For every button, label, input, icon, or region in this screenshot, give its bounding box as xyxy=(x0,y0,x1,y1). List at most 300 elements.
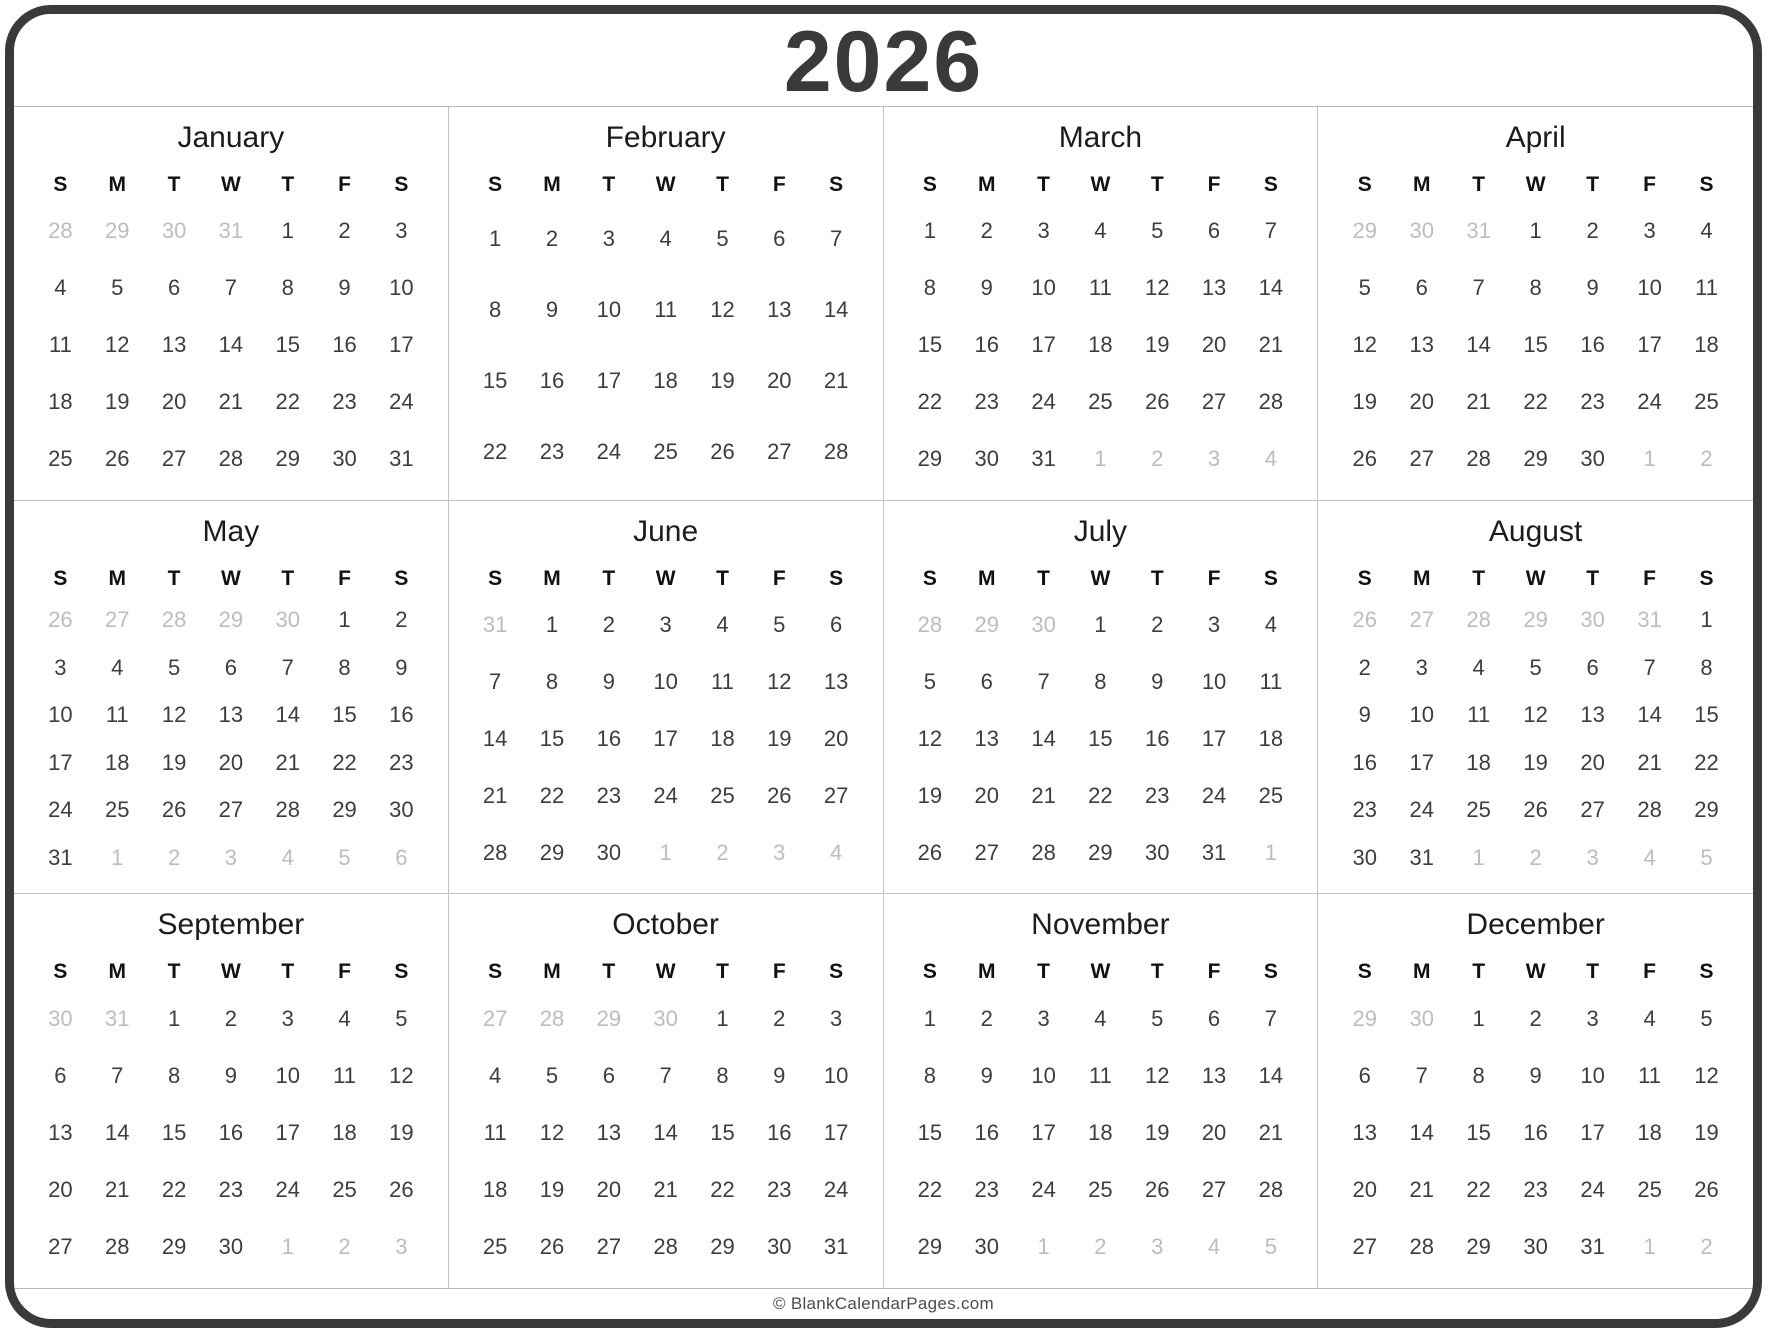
month-body xyxy=(902,946,1300,1276)
day-cell: 15 xyxy=(482,367,508,393)
weekday-header: S xyxy=(829,173,844,196)
day-cell: 14 xyxy=(482,726,508,751)
day-cell: 4 xyxy=(1700,218,1713,244)
day-cell: 21 xyxy=(823,367,849,393)
day-cell: 14 xyxy=(1258,275,1284,301)
day-cell: 24 xyxy=(1031,1177,1056,1203)
weekday-header: F xyxy=(1643,566,1656,590)
day-cell: 24 xyxy=(596,439,622,465)
month-march xyxy=(884,107,1319,501)
day-cell: 4 xyxy=(830,839,843,865)
weekday-header: T xyxy=(1472,566,1486,590)
day-cell: 1 xyxy=(1264,839,1277,865)
day-cell: 4 xyxy=(338,1005,351,1031)
day-cell: 25 xyxy=(1694,389,1719,415)
day-cell: 20 xyxy=(218,749,244,775)
day-cell: 5 xyxy=(773,612,786,638)
week-row xyxy=(902,1105,1300,1162)
day-cell: 16 xyxy=(1352,749,1377,775)
week-row xyxy=(1336,692,1735,739)
day-cell: 25 xyxy=(1258,782,1284,808)
week-row xyxy=(902,767,1300,824)
month-may xyxy=(14,501,449,895)
day-cell: 13 xyxy=(1409,332,1434,358)
week-row xyxy=(32,1162,430,1219)
day-cell: 23 xyxy=(218,1177,244,1203)
day-cell: 22 xyxy=(275,389,300,415)
day-cell: 13 xyxy=(1352,1120,1377,1146)
day-cell: 16 xyxy=(596,726,622,751)
weekday-header: S xyxy=(922,173,937,196)
day-cell: 19 xyxy=(161,749,187,775)
day-cell: 9 xyxy=(980,1063,993,1089)
day-cell: 11 xyxy=(654,296,678,322)
week-row xyxy=(467,1219,865,1276)
month-title: January xyxy=(177,121,285,154)
day-cell: 5 xyxy=(1358,275,1371,301)
day-cell: 26 xyxy=(767,782,792,808)
day-cell: 12 xyxy=(917,726,943,751)
day-cell: 20 xyxy=(1201,1120,1227,1146)
weekday-header: W xyxy=(1525,566,1546,590)
day-cell: 1 xyxy=(1643,1234,1656,1260)
weekday-header: F xyxy=(772,566,786,590)
day-cell: 19 xyxy=(917,782,943,808)
day-cell: 25 xyxy=(653,439,678,465)
day-cell: 2 xyxy=(167,844,181,870)
day-cell: 31 xyxy=(218,218,244,244)
day-cell: 28 xyxy=(539,1005,565,1031)
day-cell: 26 xyxy=(1144,1177,1170,1203)
week-row xyxy=(467,274,865,345)
weekday-header-row xyxy=(32,946,430,990)
day-cell: 29 xyxy=(917,446,943,472)
day-cell: 10 xyxy=(1409,702,1434,728)
day-cell: 20 xyxy=(767,367,792,393)
week-row xyxy=(32,260,430,317)
day-cell: 16 xyxy=(1580,332,1605,358)
day-cell: 12 xyxy=(1523,702,1548,728)
day-cell: 3 xyxy=(773,839,786,865)
day-cell: 12 xyxy=(1694,1063,1719,1089)
weekday-header-row xyxy=(902,946,1300,990)
day-cell: 28 xyxy=(1637,797,1662,823)
day-cell: 11 xyxy=(1088,1063,1112,1089)
day-cell: 4 xyxy=(1264,612,1277,638)
day-cell: 21 xyxy=(1637,749,1662,775)
week-row xyxy=(902,260,1300,317)
day-cell: 1 xyxy=(923,218,937,244)
day-cell: 21 xyxy=(653,1177,678,1203)
day-cell: 31 xyxy=(1466,218,1491,244)
day-cell: 3 xyxy=(602,225,615,251)
day-cell: 26 xyxy=(389,1177,414,1203)
weekday-header: M xyxy=(108,960,126,984)
day-cell: 30 xyxy=(161,218,187,244)
day-cell: 3 xyxy=(54,654,67,680)
week-row xyxy=(467,203,865,274)
weekday-header-row xyxy=(1336,553,1735,597)
month-april xyxy=(1318,107,1753,501)
month-title: April xyxy=(1505,121,1566,154)
day-cell: 26 xyxy=(1144,389,1170,415)
week-row xyxy=(1336,1047,1735,1104)
month-september xyxy=(14,894,449,1288)
day-cell: 22 xyxy=(1694,749,1719,775)
weekday-header: S xyxy=(488,960,503,984)
month-title: February xyxy=(605,121,726,154)
day-cell: 22 xyxy=(917,1177,943,1203)
weekday-header: T xyxy=(1037,173,1050,196)
weekday-header: S xyxy=(1699,960,1714,984)
weekday-header: M xyxy=(1412,960,1431,984)
week-row xyxy=(32,1219,430,1276)
day-cell: 31 xyxy=(1409,844,1434,870)
day-cell: 30 xyxy=(767,1234,792,1260)
day-cell: 6 xyxy=(1207,218,1221,244)
weekday-header-row xyxy=(467,553,865,597)
day-cell: 3 xyxy=(395,218,408,244)
day-cell: 7 xyxy=(281,654,294,680)
day-cell: 27 xyxy=(218,797,244,823)
day-cell: 11 xyxy=(711,669,734,695)
day-cell: 4 xyxy=(716,612,729,638)
weekday-header: W xyxy=(220,566,241,590)
day-cell: 9 xyxy=(338,275,351,301)
week-row xyxy=(1336,786,1735,833)
day-cell: 12 xyxy=(1144,275,1170,301)
week-row xyxy=(32,834,430,881)
day-cell: 4 xyxy=(489,1063,502,1089)
day-cell: 13 xyxy=(767,296,792,322)
month-body xyxy=(32,159,430,488)
weekday-header: T xyxy=(1037,566,1050,590)
day-cell: 13 xyxy=(596,1120,622,1146)
day-cell: 5 xyxy=(1151,1005,1164,1031)
day-cell: 9 xyxy=(224,1063,238,1089)
weekday-header-row xyxy=(902,159,1300,203)
week-row xyxy=(902,374,1300,431)
day-cell: 6 xyxy=(1207,1005,1221,1031)
day-cell: 19 xyxy=(1144,332,1170,358)
month-title: September xyxy=(157,908,305,942)
day-cell: 29 xyxy=(1523,446,1548,472)
day-cell: 1 xyxy=(1643,446,1656,472)
day-cell: 1 xyxy=(659,839,672,865)
weekday-header: W xyxy=(1525,173,1546,196)
day-cell: 16 xyxy=(974,332,999,358)
weekday-header: F xyxy=(1207,173,1221,196)
weekday-header: M xyxy=(1412,566,1431,590)
day-cell: 11 xyxy=(1638,1063,1661,1089)
day-cell: 16 xyxy=(332,332,357,358)
day-cell: 9 xyxy=(1529,1063,1542,1089)
day-cell: 6 xyxy=(224,654,238,680)
week-row xyxy=(902,824,1300,881)
day-cell: 30 xyxy=(332,446,357,472)
day-cell: 2 xyxy=(1700,446,1713,472)
day-cell: 26 xyxy=(1694,1177,1719,1203)
day-cell: 2 xyxy=(1151,612,1164,638)
day-cell: 14 xyxy=(1031,726,1056,751)
weekday-header-row xyxy=(1336,159,1735,203)
day-cell: 18 xyxy=(332,1120,357,1146)
day-cell: 1 xyxy=(338,607,351,633)
weekday-header: F xyxy=(1207,566,1221,590)
day-cell: 24 xyxy=(1031,389,1056,415)
week-row xyxy=(467,1105,865,1162)
day-cell: 18 xyxy=(1466,749,1491,775)
day-cell: 29 xyxy=(539,839,565,865)
month-body xyxy=(467,946,865,1276)
weekday-header: S xyxy=(922,566,937,590)
weekday-header: S xyxy=(829,566,844,590)
day-cell: 5 xyxy=(1264,1234,1277,1260)
weekday-header: T xyxy=(716,173,729,196)
day-cell: 7 xyxy=(1472,275,1485,301)
day-cell: 30 xyxy=(1352,844,1377,870)
week-row xyxy=(1336,374,1735,431)
day-cell: 10 xyxy=(1580,1063,1605,1089)
day-cell: 23 xyxy=(539,439,565,465)
day-cell: 13 xyxy=(218,702,244,728)
day-cell: 11 xyxy=(333,1063,356,1089)
day-cell: 24 xyxy=(1409,797,1434,823)
day-cell: 3 xyxy=(281,1005,294,1031)
day-cell: 12 xyxy=(539,1120,565,1146)
day-cell: 29 xyxy=(161,1234,187,1260)
day-cell: 25 xyxy=(482,1234,508,1260)
day-cell: 5 xyxy=(1700,1005,1713,1031)
week-row xyxy=(32,431,430,488)
day-cell: 31 xyxy=(1580,1234,1605,1260)
day-cell: 14 xyxy=(1409,1120,1434,1146)
weekday-header: T xyxy=(716,960,729,984)
day-cell: 27 xyxy=(48,1234,73,1260)
day-cell: 15 xyxy=(1694,702,1719,728)
day-cell: 16 xyxy=(767,1120,792,1146)
day-cell: 4 xyxy=(281,844,294,870)
day-cell: 18 xyxy=(482,1177,508,1203)
day-cell: 30 xyxy=(275,607,300,633)
week-row xyxy=(902,597,1300,654)
day-cell: 27 xyxy=(161,446,187,472)
day-cell: 17 xyxy=(1637,332,1662,358)
day-cell: 30 xyxy=(1523,1234,1548,1260)
day-cell: 3 xyxy=(1586,1005,1599,1031)
day-cell: 30 xyxy=(1144,839,1170,865)
month-february xyxy=(449,107,884,501)
day-cell: 10 xyxy=(596,296,622,322)
day-cell: 9 xyxy=(1151,669,1164,695)
day-cell: 11 xyxy=(1088,275,1112,301)
day-cell: 4 xyxy=(1094,218,1107,244)
day-cell: 18 xyxy=(1258,726,1284,751)
footer-band xyxy=(14,1289,1753,1319)
day-cell: 6 xyxy=(773,225,786,251)
day-cell: 10 xyxy=(1637,275,1662,301)
day-cell: 7 xyxy=(659,1063,672,1089)
day-cell: 14 xyxy=(275,702,300,728)
day-cell: 27 xyxy=(823,782,849,808)
day-cell: 15 xyxy=(917,1120,943,1146)
day-cell: 6 xyxy=(830,612,843,638)
day-cell: 29 xyxy=(275,446,300,472)
week-row xyxy=(32,203,430,260)
weekday-header: W xyxy=(655,960,676,984)
day-cell: 13 xyxy=(823,669,849,695)
day-cell: 13 xyxy=(1201,275,1227,301)
day-cell: 28 xyxy=(275,797,300,823)
day-cell: 1 xyxy=(1472,844,1485,870)
day-cell: 27 xyxy=(1201,1177,1227,1203)
weekday-header: W xyxy=(655,566,676,590)
day-cell: 2 xyxy=(1529,1005,1542,1031)
day-cell: 12 xyxy=(161,702,187,728)
weekday-header: T xyxy=(281,960,295,984)
day-cell: 15 xyxy=(275,332,300,358)
day-cell: 10 xyxy=(389,275,414,301)
day-cell: 18 xyxy=(1088,332,1113,358)
day-cell: 31 xyxy=(823,1234,849,1260)
week-row xyxy=(32,692,430,739)
day-cell: 1 xyxy=(489,225,502,251)
day-cell: 20 xyxy=(161,389,187,415)
day-cell: 25 xyxy=(1466,797,1491,823)
day-cell: 26 xyxy=(1523,797,1548,823)
day-cell: 11 xyxy=(48,332,72,358)
day-cell: 4 xyxy=(659,225,672,251)
day-cell: 3 xyxy=(1207,612,1221,638)
day-cell: 25 xyxy=(48,446,73,472)
day-cell: 3 xyxy=(1643,218,1656,244)
weekday-header: W xyxy=(655,173,676,196)
day-cell: 3 xyxy=(395,1234,408,1260)
day-cell: 2 xyxy=(1700,1234,1713,1260)
day-cell: 16 xyxy=(1523,1120,1548,1146)
weekday-header: T xyxy=(1586,960,1600,984)
week-row xyxy=(467,597,865,654)
day-cell: 27 xyxy=(1409,607,1434,633)
day-cell: 3 xyxy=(1037,1005,1050,1031)
day-cell: 19 xyxy=(105,389,130,415)
day-cell: 8 xyxy=(545,669,559,695)
day-cell: 15 xyxy=(161,1120,187,1146)
day-cell: 10 xyxy=(275,1063,300,1089)
day-cell: 19 xyxy=(710,367,735,393)
week-row xyxy=(1336,1105,1735,1162)
day-cell: 27 xyxy=(767,439,792,465)
day-cell: 22 xyxy=(1523,389,1548,415)
day-cell: 1 xyxy=(545,612,559,638)
week-row xyxy=(467,417,865,488)
weekday-header: M xyxy=(543,566,561,590)
day-cell: 28 xyxy=(482,839,508,865)
weekday-header: S xyxy=(1263,566,1278,590)
day-cell: 28 xyxy=(1466,446,1491,472)
weekday-header: M xyxy=(543,173,561,196)
day-cell: 2 xyxy=(338,218,351,244)
day-cell: 28 xyxy=(1466,607,1491,633)
weekday-header: M xyxy=(977,566,996,590)
day-cell: 5 xyxy=(1529,654,1542,680)
day-cell: 8 xyxy=(1700,654,1713,680)
day-cell: 7 xyxy=(489,669,502,695)
weekday-header: T xyxy=(281,566,295,590)
day-cell: 8 xyxy=(1472,1063,1485,1089)
weekday-header-row xyxy=(467,946,865,990)
day-cell: 28 xyxy=(1409,1234,1434,1260)
day-cell: 5 xyxy=(923,669,937,695)
day-cell: 19 xyxy=(1144,1120,1170,1146)
weekday-header: S xyxy=(1699,173,1714,196)
weekday-header: S xyxy=(1357,960,1372,984)
day-cell: 25 xyxy=(1088,389,1113,415)
day-cell: 19 xyxy=(767,726,792,751)
day-cell: 4 xyxy=(1472,654,1485,680)
day-cell: 6 xyxy=(1358,1063,1371,1089)
weekday-header: T xyxy=(1472,173,1486,196)
week-row xyxy=(32,644,430,691)
day-cell: 31 xyxy=(105,1005,130,1031)
weekday-header: S xyxy=(922,960,937,984)
day-cell: 19 xyxy=(1694,1120,1719,1146)
day-cell: 23 xyxy=(596,782,622,808)
day-cell: 4 xyxy=(54,275,67,301)
day-cell: 16 xyxy=(1144,726,1170,751)
weekday-header: M xyxy=(1412,173,1431,196)
day-cell: 30 xyxy=(1580,607,1605,633)
day-cell: 8 xyxy=(338,654,351,680)
day-cell: 30 xyxy=(1409,1005,1434,1031)
month-title: June xyxy=(633,514,699,548)
month-body xyxy=(902,159,1300,488)
week-row xyxy=(902,203,1300,260)
month-title: July xyxy=(1073,514,1128,548)
weekday-header: S xyxy=(53,566,68,590)
week-row xyxy=(902,711,1300,768)
day-cell: 2 xyxy=(545,225,559,251)
day-cell: 5 xyxy=(1151,218,1164,244)
week-row xyxy=(467,990,865,1047)
week-row xyxy=(1336,1162,1735,1219)
weekday-header-row xyxy=(467,159,865,203)
weekday-header: T xyxy=(1150,173,1164,196)
day-cell: 1 xyxy=(1037,1234,1050,1260)
day-cell: 26 xyxy=(710,439,735,465)
day-cell: 16 xyxy=(218,1120,244,1146)
week-row xyxy=(902,1047,1300,1104)
day-cell: 25 xyxy=(332,1177,357,1203)
day-cell: 29 xyxy=(1466,1234,1491,1260)
month-title: March xyxy=(1058,121,1143,154)
day-cell: 4 xyxy=(1094,1005,1107,1031)
month-body xyxy=(467,553,865,882)
day-cell: 30 xyxy=(389,797,414,823)
day-cell: 21 xyxy=(275,749,300,775)
weekday-header: W xyxy=(220,173,241,196)
day-cell: 15 xyxy=(332,702,357,728)
day-cell: 27 xyxy=(482,1005,508,1031)
day-cell: 3 xyxy=(1037,218,1050,244)
day-cell: 20 xyxy=(1201,332,1227,358)
weekday-header: T xyxy=(716,566,729,590)
weekday-header: F xyxy=(1207,960,1221,984)
day-cell: 4 xyxy=(1264,446,1277,472)
day-cell: 14 xyxy=(1466,332,1491,358)
day-cell: 23 xyxy=(1523,1177,1548,1203)
day-cell: 28 xyxy=(653,1234,678,1260)
